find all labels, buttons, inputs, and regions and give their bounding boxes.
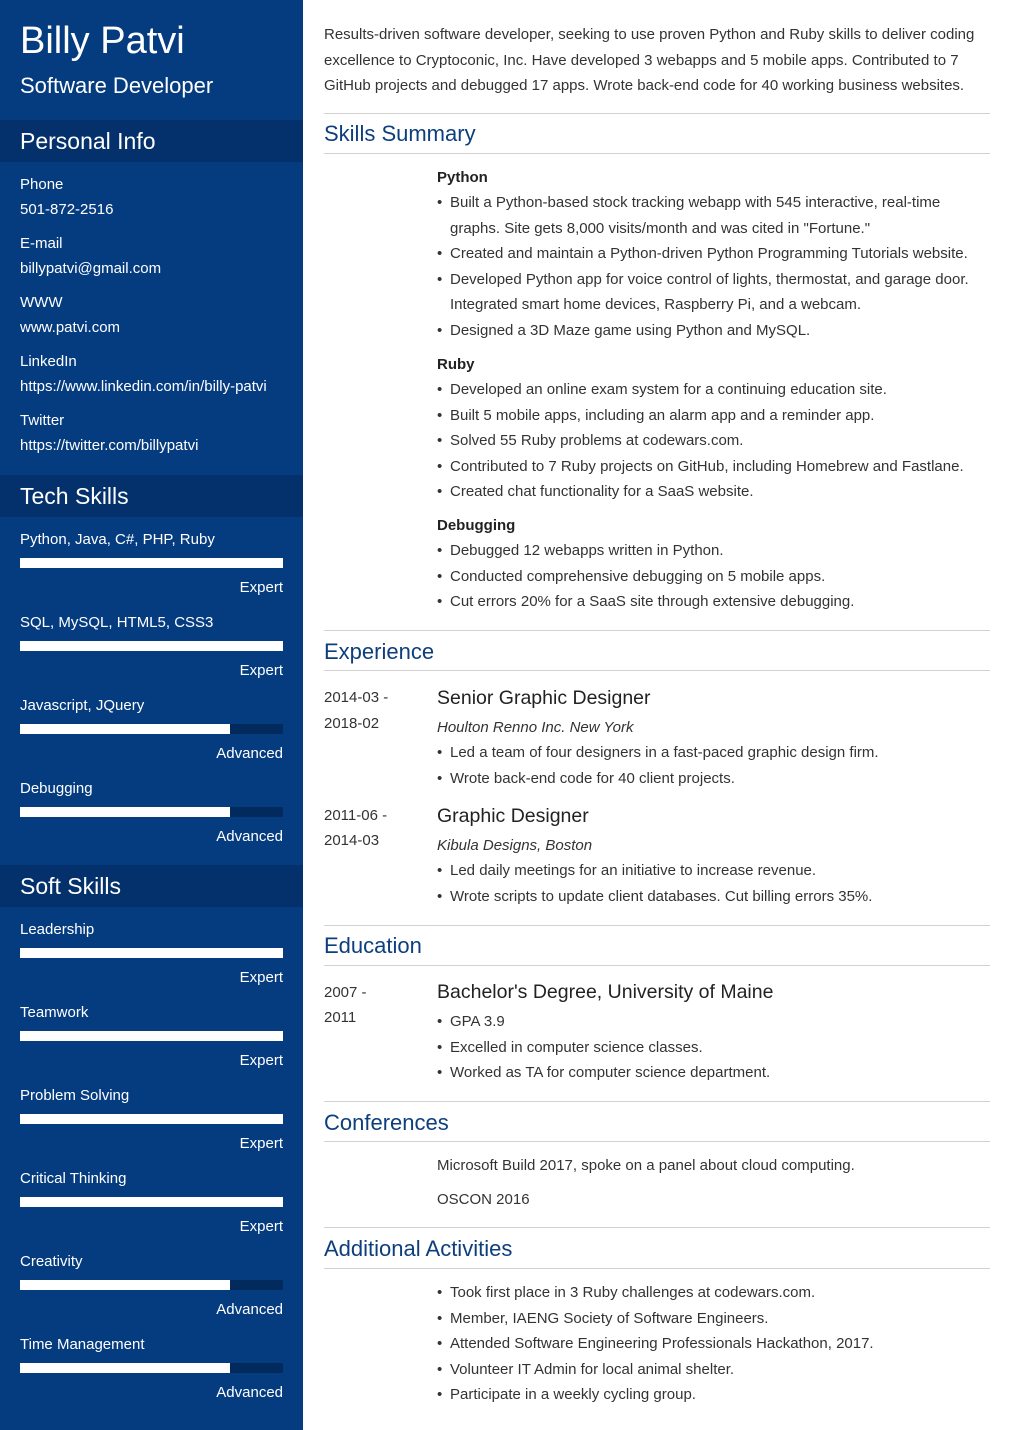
skill-group-list	[437, 538, 990, 615]
skill-name: Time Management	[20, 1336, 145, 1353]
job-date-start: 2011-06 -	[324, 807, 388, 824]
divider	[324, 1268, 990, 1269]
sidebar	[0, 0, 303, 1430]
list-item: • Wrote back-end code for 40 client projects.	[437, 766, 990, 792]
job-role: Graphic Designer	[437, 805, 589, 827]
education-heading: Education	[324, 933, 422, 958]
skill-group-title: Debugging	[437, 517, 516, 534]
divider	[324, 670, 990, 671]
twitter-value[interactable]: https://twitter.com/billypatvi	[20, 437, 199, 454]
list-item: • Took first place in 3 Ruby challenges at codewars.com.	[437, 1280, 990, 1306]
soft-skill-item	[20, 1335, 283, 1415]
email-value[interactable]: billypatvi@gmail.com	[20, 260, 162, 277]
skill-group-title: Python	[437, 169, 488, 186]
list-item: • Developed Python app for voice control of lights, thermostat, and garage door. Integrated smart home devices, Raspberry Pi, and a webcam.	[437, 267, 990, 318]
tech-skill-item	[20, 613, 283, 693]
skill-bar-fill	[20, 948, 283, 958]
skill-bar	[20, 948, 283, 958]
soft-skill-item	[20, 1086, 283, 1166]
divider	[324, 925, 990, 926]
phone-label: Phone	[20, 176, 64, 193]
profile-summary: Results-driven software developer, seeking to use proven Python and Ruby skills to deliver coding excellence to Cryptoconic, Inc. Have developed 3 webapps and 5 mobile apps. Contributed to 7 GitHub projects and debugged 17 apps. Wrote back-end code for 40 working business websites.	[324, 26, 975, 94]
soft-skill-item	[20, 1169, 283, 1249]
list-item: • Debugged 12 webapps written in Python.	[437, 538, 990, 564]
list-item: • Created chat functionality for a SaaS website.	[437, 479, 990, 505]
skill-level: Expert	[239, 1135, 283, 1152]
skill-bar-fill	[20, 1280, 230, 1290]
list-item: • Developed an online exam system for a continuing education site.	[437, 377, 990, 403]
conference-item: Microsoft Build 2017, spoke on a panel about cloud computing.	[437, 1157, 855, 1174]
list-item: • Designed a 3D Maze game using Python and MySQL.	[437, 318, 990, 344]
email-label: E-mail	[20, 235, 63, 252]
skill-bar	[20, 1363, 283, 1373]
skill-level: Expert	[239, 662, 283, 679]
skill-bar-fill	[20, 1031, 283, 1041]
conferences-heading: Conferences	[324, 1110, 449, 1135]
skill-bar-fill	[20, 1114, 283, 1124]
soft-skill-item	[20, 1252, 283, 1332]
list-item: • GPA 3.9	[437, 1009, 990, 1035]
job-date-end: 2014-03	[324, 832, 380, 849]
divider	[324, 1101, 990, 1102]
skill-level: Expert	[239, 1052, 283, 1069]
skill-level: Expert	[239, 1218, 283, 1235]
education-details	[437, 1009, 990, 1086]
list-item: • Solved 55 Ruby problems at codewars.com.	[437, 428, 990, 454]
skill-bar	[20, 558, 283, 568]
list-item: • Conducted comprehensive debugging on 5 mobile apps.	[437, 564, 990, 590]
skill-bar-fill	[20, 1363, 230, 1373]
activities-list	[437, 1280, 990, 1408]
list-item: • Contributed to 7 Ruby projects on GitHub, including Homebrew and Fastlane.	[437, 454, 990, 480]
job-duties	[437, 858, 990, 909]
job-date-end: 2018-02	[324, 715, 380, 732]
skill-level: Advanced	[216, 745, 283, 762]
list-item: • Created and maintain a Python-driven Python Programming Tutorials website.	[437, 241, 990, 267]
divider	[324, 965, 990, 966]
divider	[324, 1141, 990, 1142]
skill-bar	[20, 1197, 283, 1207]
list-item: • Worked as TA for computer science department.	[437, 1060, 990, 1086]
skill-bar-fill	[20, 724, 230, 734]
job-company: Houlton Renno Inc. New York	[437, 719, 634, 736]
www-label: WWW	[20, 294, 63, 311]
skill-bar	[20, 807, 283, 817]
activities-heading: Additional Activities	[324, 1236, 513, 1261]
skill-bar-fill	[20, 558, 283, 568]
skills-summary-heading: Skills Summary	[324, 121, 476, 146]
skill-name: Debugging	[20, 780, 93, 797]
skill-name: Teamwork	[20, 1004, 89, 1021]
skill-group-list	[437, 190, 990, 343]
list-item: • Participate in a weekly cycling group.	[437, 1382, 990, 1408]
phone-value: 501-872-2516	[20, 201, 114, 218]
soft-skills-heading: Soft Skills	[0, 865, 303, 907]
skill-level: Expert	[239, 579, 283, 596]
skill-level: Advanced	[216, 1301, 283, 1318]
skill-group-list	[437, 377, 990, 505]
skill-name: Critical Thinking	[20, 1170, 127, 1187]
skill-name: Creativity	[20, 1253, 83, 1270]
education-degree: Bachelor's Degree, University of Maine	[437, 981, 774, 1003]
candidate-name: Billy Patvi	[20, 20, 185, 62]
skill-group-title: Ruby	[437, 356, 475, 373]
job-date-start: 2014-03 -	[324, 689, 389, 706]
list-item: • Wrote scripts to update client databases. Cut billing errors 35%.	[437, 884, 990, 910]
list-item: • Excelled in computer science classes.	[437, 1035, 990, 1061]
tech-skills-heading: Tech Skills	[0, 475, 303, 517]
skill-name: SQL, MySQL, HTML5, CSS3	[20, 614, 214, 631]
divider	[324, 153, 990, 154]
twitter-label: Twitter	[20, 412, 65, 429]
personal-info-heading: Personal Info	[0, 120, 303, 162]
divider	[324, 630, 990, 631]
tech-skill-item	[20, 530, 283, 610]
experience-heading: Experience	[324, 639, 435, 664]
skill-name: Leadership	[20, 921, 95, 938]
tech-skill-item	[20, 696, 283, 776]
soft-skill-item	[20, 920, 283, 1000]
skill-level: Advanced	[216, 1384, 283, 1401]
list-item: • Built 5 mobile apps, including an alarm app and a reminder app.	[437, 403, 990, 429]
skill-bar	[20, 724, 283, 734]
skill-bar-fill	[20, 641, 283, 651]
skill-bar-fill	[20, 807, 230, 817]
divider	[324, 113, 990, 114]
skill-bar-fill	[20, 1197, 283, 1207]
skill-name: Python, Java, C#, PHP, Ruby	[20, 531, 215, 548]
skill-name: Problem Solving	[20, 1087, 130, 1104]
list-item: • Attended Software Engineering Professionals Hackathon, 2017.	[437, 1331, 990, 1357]
linkedin-label: LinkedIn	[20, 353, 77, 370]
job-duties	[437, 740, 990, 791]
list-item: • Led daily meetings for an initiative to increase revenue.	[437, 858, 990, 884]
skill-bar	[20, 641, 283, 651]
education-date-end: 2011	[324, 1009, 357, 1026]
soft-skill-item	[20, 1003, 283, 1083]
skill-level: Advanced	[216, 828, 283, 845]
skill-bar	[20, 1114, 283, 1124]
list-item: • Led a team of four designers in a fast-paced graphic design firm.	[437, 740, 990, 766]
job-role: Senior Graphic Designer	[437, 687, 651, 709]
education-date-start: 2007 -	[324, 984, 367, 1001]
divider	[324, 1227, 990, 1228]
list-item: • Volunteer IT Admin for local animal shelter.	[437, 1357, 990, 1383]
skill-level: Expert	[239, 969, 283, 986]
candidate-title: Software Developer	[20, 73, 214, 98]
linkedin-value[interactable]: https://www.linkedin.com/in/billy-patvi	[20, 378, 267, 395]
list-item: • Member, IAENG Society of Software Engineers.	[437, 1306, 990, 1332]
list-item: • Cut errors 20% for a SaaS site through extensive debugging.	[437, 589, 990, 615]
skill-bar	[20, 1280, 283, 1290]
skill-name: Javascript, JQuery	[20, 697, 145, 714]
list-item: • Built a Python-based stock tracking webapp with 545 interactive, real-time graphs. Site gets 8,000 visits/month and was cited in "Fortune."	[437, 190, 990, 241]
job-company: Kibula Designs, Boston	[437, 837, 593, 854]
tech-skill-item	[20, 779, 283, 859]
www-value[interactable]: www.patvi.com	[20, 319, 121, 336]
skill-bar	[20, 1031, 283, 1041]
conference-item: OSCON 2016	[437, 1191, 530, 1208]
